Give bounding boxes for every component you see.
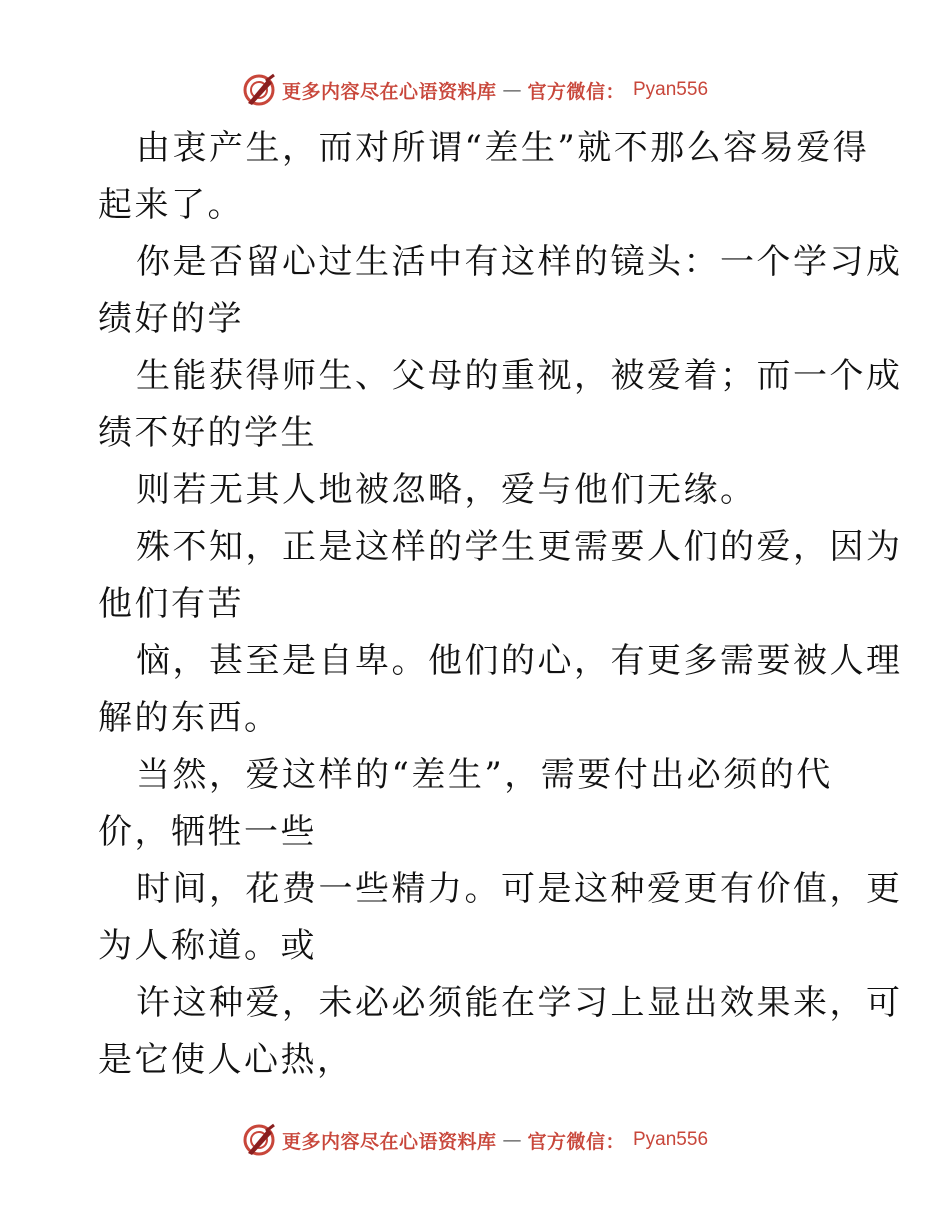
text-line: 他们有苦 bbox=[98, 584, 244, 624]
footer-wechat-label: 官方微信： bbox=[527, 1130, 625, 1153]
header-brand bbox=[242, 73, 708, 107]
header-brand-text: 更多内容尽在心语资料库 bbox=[281, 80, 497, 103]
text-line: 殊不知，正是这样的学生更需要人们的爱，因为 bbox=[136, 527, 903, 567]
footer-brand-text: 更多内容尽在心语资料库 bbox=[281, 1130, 497, 1153]
text-line: 生能获得师生、父母的重视，被爱着；而一个成 bbox=[136, 356, 903, 396]
text-line: 时间，花费一些精力。可是这种爱更有价值，更 bbox=[136, 869, 903, 909]
text-line: 恼，甚至是自卑。他们的心，有更多需要被人理 bbox=[136, 641, 903, 681]
text-line: 为人称道。或 bbox=[98, 926, 317, 966]
footer-brand bbox=[242, 1123, 708, 1157]
text-line: 绩不好的学生 bbox=[98, 413, 317, 453]
text-line: 许这种爱，未必必须能在学习上显出效果来，可 bbox=[136, 983, 903, 1023]
text-line: 当然，爱这样的“差生”，需要付出必须的代 bbox=[136, 755, 833, 795]
pen-circle-logo-icon bbox=[242, 1123, 276, 1157]
text-line: 是它使人心热， bbox=[98, 1040, 354, 1080]
page-footer bbox=[0, 1120, 950, 1160]
page-header bbox=[0, 70, 950, 110]
text-line: 则若无其人地被忽略，爱与他们无缘。 bbox=[136, 470, 757, 510]
text-line: 解的东西。 bbox=[98, 698, 281, 738]
text-line: 起来了。 bbox=[98, 185, 244, 225]
header-wechat-id: Pyan556 bbox=[633, 79, 709, 100]
footer-separator: — bbox=[502, 1129, 522, 1151]
header-separator: — bbox=[502, 79, 522, 101]
pen-circle-logo-icon bbox=[242, 73, 276, 107]
footer-wechat-id: Pyan556 bbox=[633, 1129, 709, 1150]
text-line: 你是否留心过生活中有这样的镜头：一个学习成 bbox=[136, 242, 903, 282]
document-body bbox=[98, 120, 903, 1089]
text-line: 价，牺牲一些 bbox=[98, 812, 317, 852]
text-line: 由衷产生，而对所谓“差生”就不那么容易爱得 bbox=[136, 128, 870, 168]
text-line: 绩好的学 bbox=[98, 299, 244, 339]
header-wechat-label: 官方微信： bbox=[527, 80, 625, 103]
